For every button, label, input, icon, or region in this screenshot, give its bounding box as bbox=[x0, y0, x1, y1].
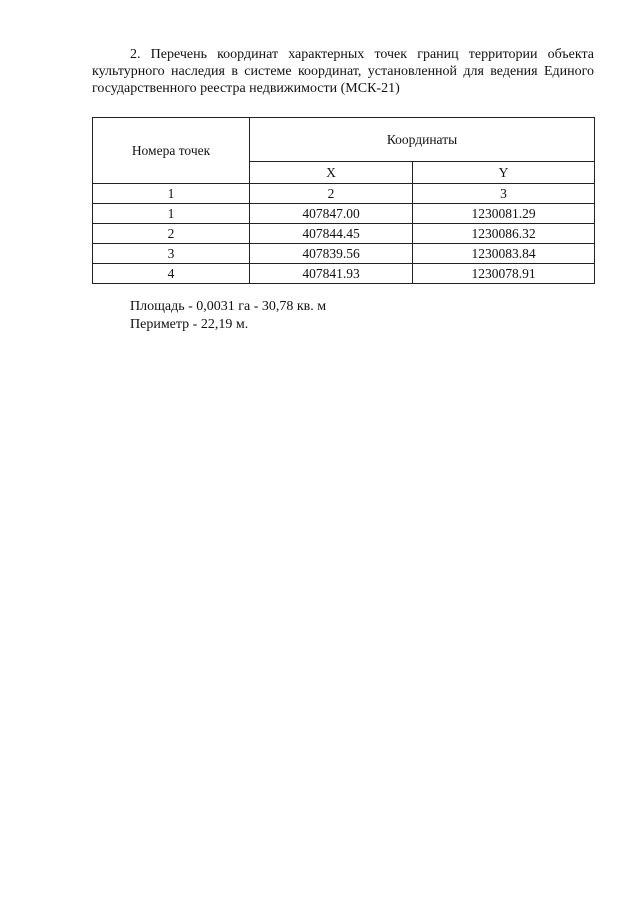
table-row bbox=[93, 244, 595, 264]
point-number-cell: 3 bbox=[93, 244, 250, 264]
y-coordinate-cell: 1230078.91 bbox=[413, 264, 595, 284]
header-point-numbers: Номера точек bbox=[93, 118, 250, 184]
table-row bbox=[93, 224, 595, 244]
table-row bbox=[93, 204, 595, 224]
y-coordinate-cell: 1230081.29 bbox=[413, 204, 595, 224]
section-heading: 2. Перечень координат характерных точек границ территории объекта культурного наследия в системе координат, установленной для ведения Единого государственного реестра недвижимости (МСК-21) bbox=[92, 47, 594, 96]
header-coordinates: Координаты bbox=[250, 118, 595, 162]
point-number-cell: 2 bbox=[93, 224, 250, 244]
x-coordinate-cell: 407839.56 bbox=[250, 244, 413, 264]
header-x: X bbox=[250, 162, 413, 184]
x-coordinate-cell: 407847.00 bbox=[250, 204, 413, 224]
coordinates-table bbox=[92, 117, 595, 284]
numbering-cell: 3 bbox=[413, 184, 595, 204]
x-coordinate-cell: 407841.93 bbox=[250, 264, 413, 284]
area-value: Площадь - 0,0031 га - 30,78 кв. м bbox=[130, 299, 327, 314]
point-number-cell: 1 bbox=[93, 204, 250, 224]
column-numbering-row bbox=[93, 184, 595, 204]
perimeter-value: Периметр - 22,19 м. bbox=[130, 317, 249, 332]
numbering-cell: 2 bbox=[250, 184, 413, 204]
y-coordinate-cell: 1230083.84 bbox=[413, 244, 595, 264]
point-number-cell: 4 bbox=[93, 264, 250, 284]
y-coordinate-cell: 1230086.32 bbox=[413, 224, 595, 244]
x-coordinate-cell: 407844.45 bbox=[250, 224, 413, 244]
area-summary bbox=[130, 298, 326, 334]
numbering-cell: 1 bbox=[93, 184, 250, 204]
header-y: Y bbox=[413, 162, 595, 184]
table-row bbox=[93, 264, 595, 284]
